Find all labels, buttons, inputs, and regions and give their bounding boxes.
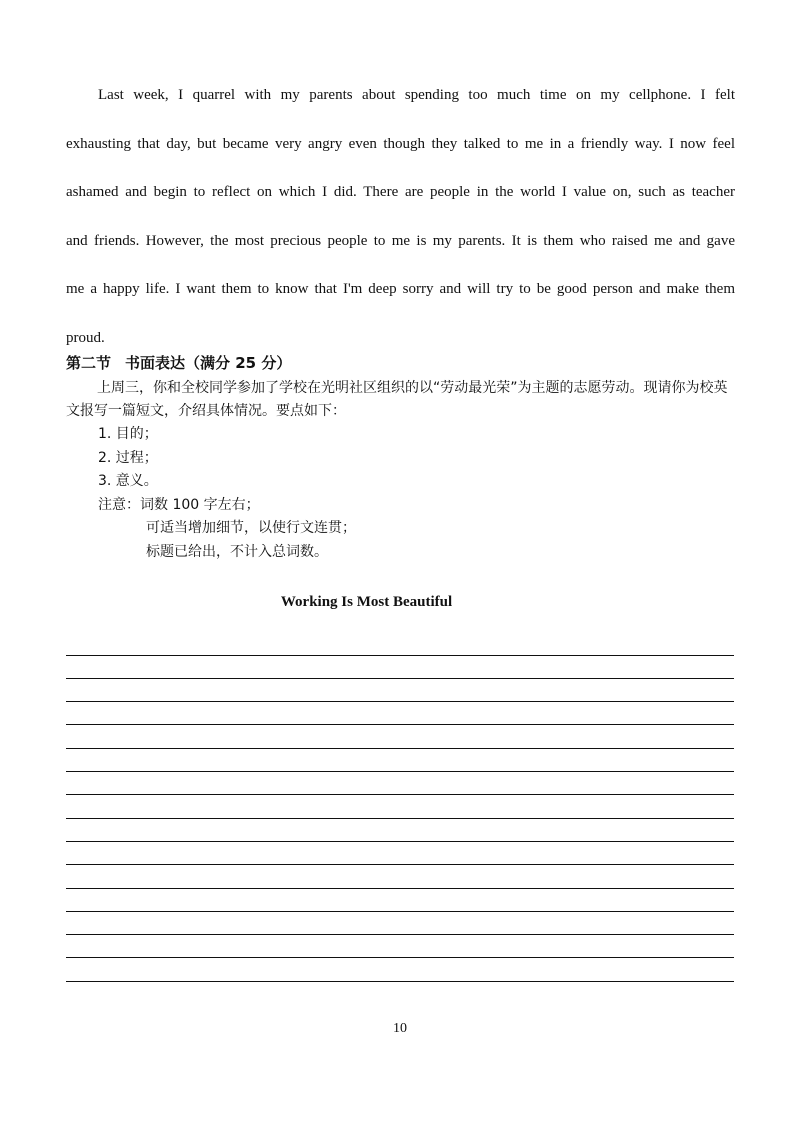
writing-line[interactable] (66, 725, 734, 748)
task-point: 3. 意义。 (98, 473, 158, 489)
writing-line[interactable] (66, 656, 734, 679)
writing-line[interactable] (66, 912, 734, 935)
task-note: 可适当增加细节，以使行文连贯； (146, 520, 356, 536)
writing-lines[interactable] (66, 654, 734, 982)
task-instructions (66, 377, 735, 564)
writing-line[interactable] (66, 702, 734, 725)
section-label: 第二节 (66, 354, 112, 372)
writing-line[interactable] (66, 749, 734, 772)
task-point: 1. 目的； (98, 426, 158, 442)
passage-line: and friends. However, the most precious people to me is my parents. It is them who raised me and gave (66, 232, 735, 249)
writing-line[interactable] (66, 889, 734, 912)
task-note: 注意：词数 100 字左右； (98, 496, 260, 513)
task-point: 2. 过程； (98, 449, 158, 466)
passage-line: Last week, I quarrel with my parents about spending too much time on my cellphone. I felt (98, 87, 735, 103)
writing-line[interactable] (66, 679, 734, 702)
passage-line: ashamed and begin to reflect on which I did. There are people in the world I value on, such as teacher (66, 184, 735, 200)
writing-line[interactable] (66, 795, 734, 818)
task-note: 标题已给出，不计入总词数。 (146, 543, 328, 560)
passage-line: proud. (66, 329, 105, 346)
page-number: 10 (393, 1021, 407, 1036)
writing-line[interactable] (66, 772, 734, 795)
section-title: 书面表达（满分 25 分） (125, 354, 292, 372)
writing-line[interactable] (66, 865, 734, 888)
essay-title: Working Is Most Beautiful (280, 594, 453, 610)
passage-paragraph (66, 71, 735, 362)
task-intro: 上周三，你和全校同学参加了学校在光明社区组织的以“劳动最光荣”为主题的志愿劳动。现请你为校英文报写一篇短文，介绍具体情况。要点如下： (66, 380, 728, 419)
writing-line[interactable] (66, 958, 734, 981)
passage-line: me a happy life. I want them to know that I'm deep sorry and will try to be good person and make them (66, 281, 735, 297)
writing-line[interactable] (66, 842, 734, 865)
writing-line[interactable] (66, 935, 734, 958)
passage (66, 71, 735, 362)
section-heading (66, 352, 291, 373)
writing-line[interactable] (66, 819, 734, 842)
passage-line: exhausting that day, but became very angry even though they talked to me in a friendly way. I now feel (66, 135, 735, 152)
